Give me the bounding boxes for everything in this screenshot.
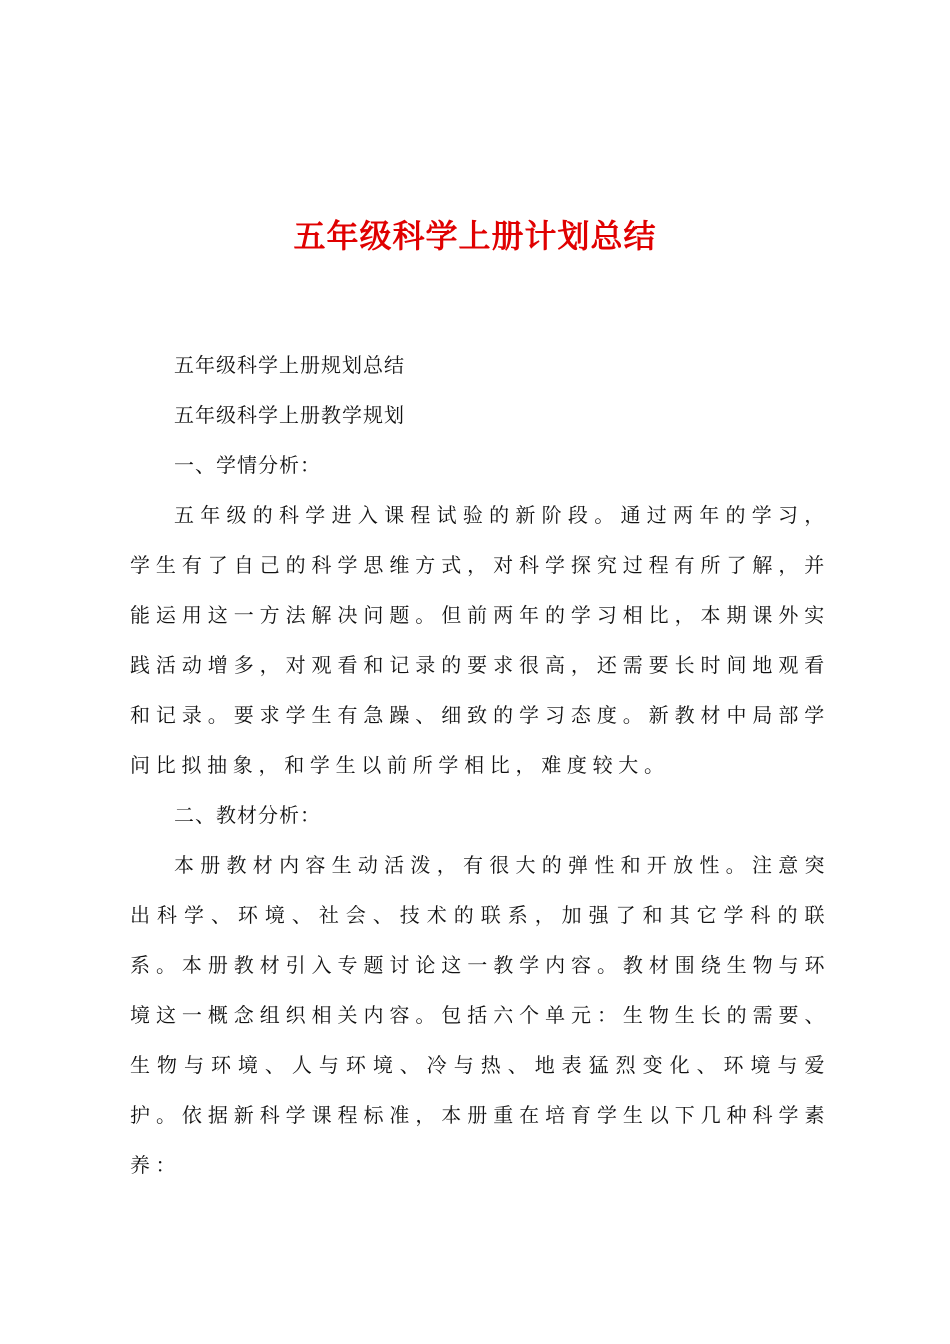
section-heading-textbook-analysis: 二、教材分析： [174,803,321,827]
document-title: 五年级科学上册计划总结 [293,217,657,255]
paragraph-textbook-analysis: 本册教材内容生动活泼，有很大的弹性和开放性。注意突出科学、环境、社会、技术的联系，加强了和其它学科的联系。本册教材引入专题讨论这一教学内容。教材围绕生物与环境这一概念组织相关内容。包括六个单元：生物生长的需要、生物与环境、人与环境、冷与热、地表猛烈变化、环境与爱护。依据新科学课程标准，本册重在培育学生以下几种科学素养： [130,853,830,1177]
subtitle-plan-summary: 五年级科学上册规划总结 [174,353,405,377]
document-body [130,340,830,1190]
section-heading-student-analysis: 一、学情分析： [174,453,321,477]
subtitle-teaching-plan: 五年级科学上册教学规划 [174,403,405,427]
paragraph-student-analysis: 五年级的科学进入课程试验的新阶段。通过两年的学习，学生有了自己的科学思维方式，对科学探究过程有所了解，并能运用这一方法解决问题。但前两年的学习相比，本期课外实践活动增多，对观看和记录的要求很高，还需要长时间地观看和记录。要求学生有急躁、细致的学习态度。新教材中局部学问比拟抽象，和学生以前所学相比，难度较大。 [130,503,830,777]
